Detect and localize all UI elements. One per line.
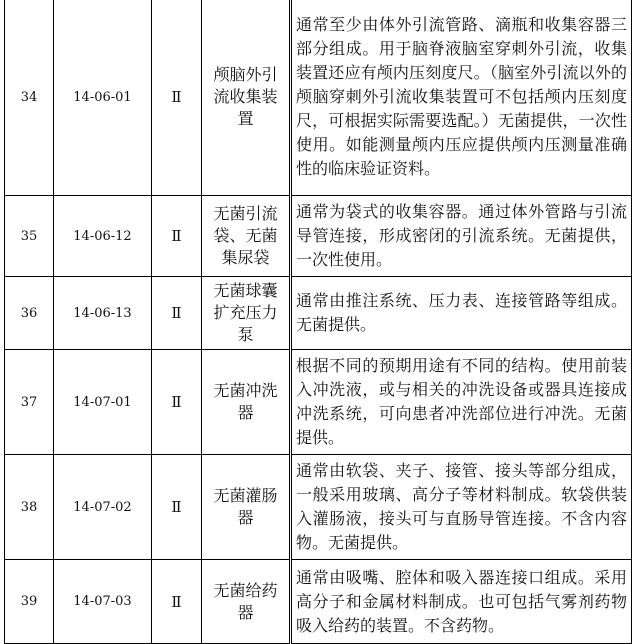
row-number: 35 [5,196,54,277]
product-name: 无菌冲洗器 [202,350,291,455]
product-name: 无菌引流袋、无菌集尿袋 [202,196,291,277]
product-name: 无菌灌肠器 [202,455,291,560]
management-class: Ⅱ [152,350,202,455]
row-number: 39 [5,560,54,644]
management-class: Ⅱ [152,560,202,644]
product-description: 通常为袋式的收集容器。通过体外管路与引流导管连接，形成密闭的引流系统。无菌提供，一次性使用。 [291,196,632,277]
product-name: 无菌球囊扩充压力泵 [202,277,291,350]
row-number: 36 [5,277,54,350]
product-description: 通常至少由体外引流管路、滴瓶和收集容器三部分组成。用于脑脊液脑室穿刺外引流，收集装置还应有颅内压刻度尺。（脑室外引流以外的颅脑穿刺外引流收集装置可不包括颅内压刻度尺，可根据实际需要选配。）无菌提供，一次性使用。如能测量颅内压应提供颅内压测量准确性的临床验证资料。 [291,0,632,196]
table-row [5,350,632,455]
device-catalog-table [4,0,632,644]
table-row [5,277,632,350]
product-description: 通常由吸嘴、腔体和吸入器连接口组成。采用高分子和金属材料制成。也可包括气雾剂药物吸入给药的装置。不含药物。 [291,560,632,644]
category-code: 14-07-01 [54,350,152,455]
table-row [5,196,632,277]
management-class: Ⅱ [152,0,202,196]
category-code: 14-06-12 [54,196,152,277]
category-code: 14-06-01 [54,0,152,196]
category-code: 14-07-02 [54,455,152,560]
category-code: 14-07-03 [54,560,152,644]
product-name: 颅脑外引流收集装置 [202,0,291,196]
management-class: Ⅱ [152,455,202,560]
management-class: Ⅱ [152,277,202,350]
row-number: 37 [5,350,54,455]
row-number: 38 [5,455,54,560]
product-name: 无菌给药器 [202,560,291,644]
category-code: 14-06-13 [54,277,152,350]
management-class: Ⅱ [152,196,202,277]
table-row [5,560,632,644]
product-description: 通常由推注系统、压力表、连接管路等组成。无菌提供。 [291,277,632,350]
table-row [5,0,632,196]
row-number: 34 [5,0,54,196]
table-row [5,455,632,560]
product-description: 通常由软袋、夹子、接管、接头等部分组成，一般采用玻璃、高分子等材料制成。软袋供装入灌肠液，接头可与直肠导管连接。不含内容物。无菌提供。 [291,455,632,560]
product-description: 根据不同的预期用途有不同的结构。使用前装入冲洗液，或与相关的冲洗设备或器具连接成冲洗系统，可向患者冲洗部位进行冲洗。无菌提供。 [291,350,632,455]
